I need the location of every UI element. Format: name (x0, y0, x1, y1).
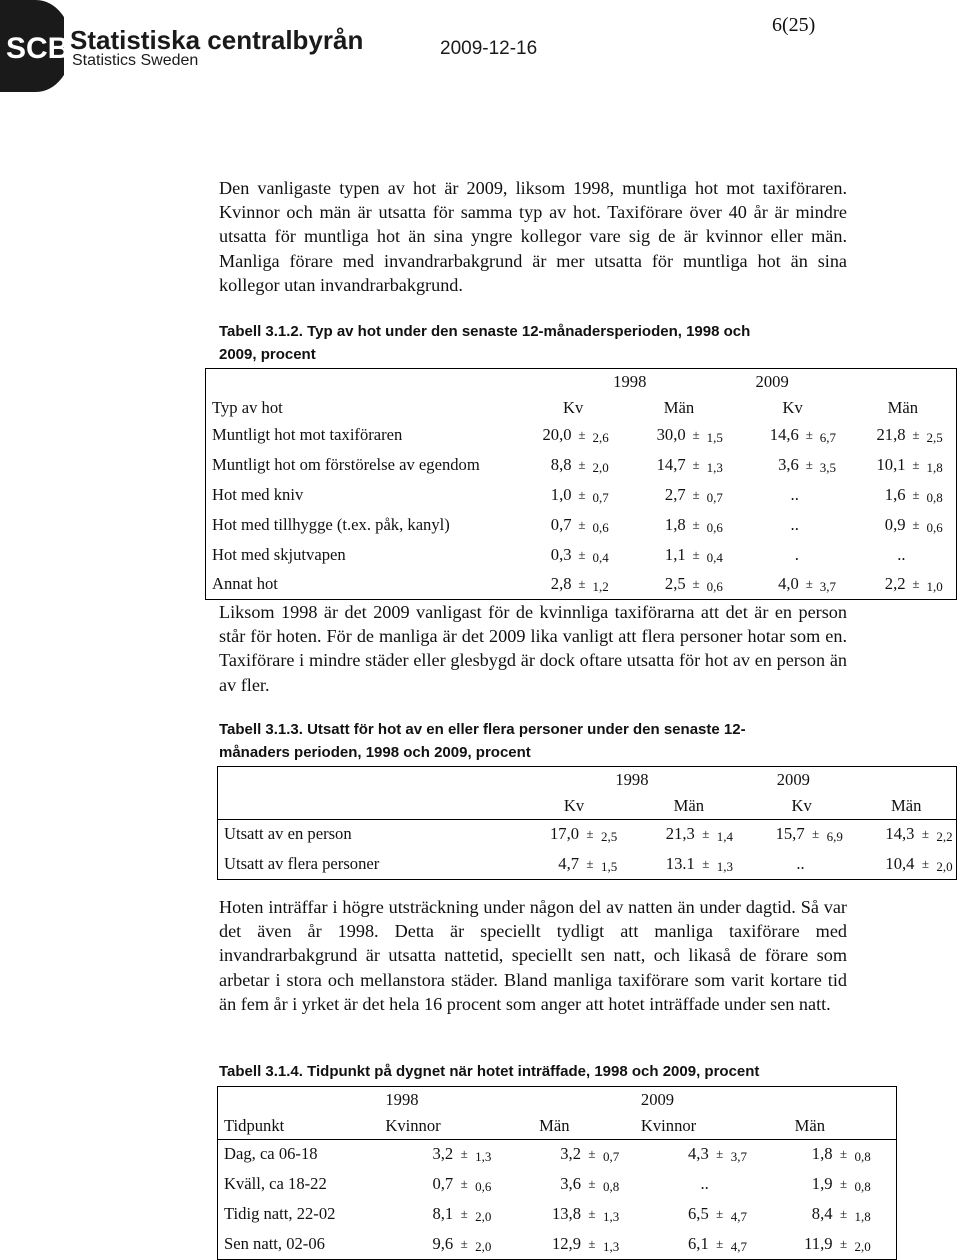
cell-error-margin: 0,8 (926, 480, 956, 510)
plus-minus-sign: ± (588, 1206, 596, 1222)
row-label: Utsatt av en person (218, 819, 518, 849)
cell-error-margin: 0,4 (706, 549, 723, 565)
cell-value: 13.1 (631, 849, 695, 879)
plus-minus-sign: ± (692, 427, 700, 443)
cell-error-margin: 3,7 (730, 1149, 747, 1165)
plus-minus-sign: ± (692, 516, 700, 532)
plus-minus-sign: ± (579, 849, 601, 879)
cell-value: 8,4 (811, 1204, 833, 1224)
cell-error-margin: 1,3 (706, 460, 723, 476)
table-row (218, 849, 957, 879)
cell-error-margin: 2,0 (475, 1229, 509, 1259)
cell-value: 4,0 (736, 570, 799, 600)
plus-minus-sign: ± (460, 1206, 468, 1222)
cell-value: 6,5 (688, 1204, 709, 1224)
cell-value: 14,7 (656, 455, 686, 475)
cell-value: 0,7 (550, 514, 572, 534)
plus-minus-sign: ± (912, 516, 920, 532)
table-row (206, 421, 957, 451)
cell-error-margin: 0,7 (602, 1149, 620, 1165)
plus-minus-sign: ± (914, 849, 936, 879)
plus-minus-sign (799, 480, 820, 510)
col-header: Män (850, 395, 957, 421)
plus-minus-sign: ± (586, 826, 594, 842)
col-header: Kvinnor (637, 1113, 765, 1139)
plus-minus-sign (906, 540, 927, 570)
table-row (218, 1199, 897, 1229)
plus-minus-sign: ± (578, 487, 586, 503)
cell-error-margin: 4,7 (730, 1208, 747, 1224)
plus-minus-sign: ± (812, 826, 820, 842)
cell-error-margin: 1,0 (926, 570, 956, 600)
table-header-row (218, 1113, 897, 1139)
cell-value: .. (700, 1174, 709, 1194)
table-row (218, 1139, 897, 1169)
row-label: Dag, ca 06-18 (218, 1139, 386, 1169)
cell-error-margin: 1,8 (926, 450, 956, 480)
cell-value: .. (790, 485, 799, 505)
cell-value: 30,0 (656, 425, 686, 445)
cell-value: 8,1 (432, 1204, 454, 1224)
scb-logo (0, 0, 64, 92)
row-label: Sen natt, 02-06 (218, 1229, 386, 1259)
org-name-en: Statistics Sweden (72, 52, 199, 69)
cell-error-margin: 1,3 (603, 1229, 637, 1259)
plus-minus-sign: ± (578, 516, 586, 532)
cell-error-margin: 2,5 (600, 829, 618, 845)
cell-value: 14,6 (769, 425, 799, 445)
cell-error-margin: 2,0 (855, 1229, 897, 1259)
cell-value: 0,7 (432, 1174, 454, 1194)
year-1998: 1998 (524, 369, 736, 395)
cell-value: 10,1 (876, 455, 906, 475)
table-row (206, 570, 957, 600)
plus-minus-sign: ± (805, 427, 813, 443)
row-header: Typ av hot (206, 395, 525, 421)
cell-value: 14,3 (885, 824, 915, 844)
plus-minus-sign: ± (692, 457, 700, 473)
cell-error-margin: 0,8 (602, 1179, 620, 1195)
cell-error-margin: 0,6 (706, 519, 723, 535)
cell-value: 1,6 (884, 485, 906, 505)
cell-error-margin: 6,7 (819, 430, 836, 446)
org-name: Statistiska centralbyrån (70, 25, 364, 55)
plus-minus-sign: ± (453, 1229, 475, 1259)
paragraph-1: Den vanligaste typen av hot är 2009, liksom 1998, muntliga hot mot taxiföraren. Kvinnor och män är utsatta för samma typ av hot. Taxiförare över 40 år är mindre utsatta för muntliga hot än sina yngre kollegor vare sig de är kvinnor eller män. Manliga förare med invandrarbakgrund är mer utsatta för muntliga hot än sina kollegor utan invandrarbakgrund. (219, 178, 847, 295)
paragraph-2: Liksom 1998 är det 2009 vanligast för de kvinnliga taxiförarna att det är en person står för hoten. För de manliga är det 2009 lika vanligt att flera personer hotar som en. Taxiförare i mindre städer eller glesbygd är dock oftare utsatta för hot av en person än av fler. (219, 602, 847, 695)
cell-value: 3,2 (560, 1144, 581, 1164)
cell-error-margin: 0,7 (706, 489, 723, 505)
col-header: Män (631, 793, 747, 819)
col-header: Kv (563, 397, 584, 417)
cell-value: .. (747, 849, 805, 879)
col-header: Kvinnor (385, 1113, 509, 1139)
plus-minus-sign: ± (460, 1176, 468, 1192)
row-label: Kväll, ca 18-22 (218, 1169, 386, 1199)
cell-error-margin: 1,5 (706, 430, 723, 446)
plus-minus-sign: ± (716, 1146, 724, 1162)
cell-error-margin: 0,8 (855, 1139, 897, 1169)
table-3-caption-line2: månaders perioden, 1998 och 2009, procent (219, 744, 531, 761)
plus-minus-sign: ± (799, 570, 820, 600)
plus-minus-sign: ± (839, 1146, 848, 1162)
cell-value: 20,0 (542, 425, 572, 445)
cell-error-margin: 1,5 (601, 849, 631, 879)
cell-error-margin: 0,6 (926, 510, 956, 540)
cell-error-margin: 2,2 (936, 819, 956, 849)
cell-value: 9,6 (385, 1229, 453, 1259)
cell-error-margin: 2,0 (936, 849, 956, 879)
cell-value: 12,9 (509, 1229, 581, 1259)
table-one-or-more-persons (217, 766, 957, 880)
cell-error-margin: 0,6 (707, 570, 736, 600)
plus-minus-sign: ± (588, 1176, 596, 1192)
header-date: 2009-12-16 (440, 38, 538, 59)
plus-minus-sign: ± (906, 570, 927, 600)
table-row (218, 1229, 897, 1259)
cell-error-margin: 0,7 (592, 489, 609, 505)
plus-minus-sign: ± (588, 1146, 596, 1162)
row-label: Tidig natt, 22-02 (218, 1199, 386, 1229)
plus-minus-sign: ± (695, 849, 717, 879)
cell-error-margin (820, 510, 850, 540)
cell-value: 4,7 (517, 849, 579, 879)
cell-error-margin: 2,5 (926, 421, 956, 451)
col-header: Män (765, 1113, 897, 1139)
plus-minus-sign: ± (709, 1229, 731, 1259)
cell-value: 0,3 (550, 544, 572, 564)
plus-minus-sign (799, 510, 820, 540)
cell-value: 21,8 (876, 425, 906, 445)
cell-error-margin (731, 1169, 765, 1199)
table-row (206, 450, 957, 480)
row-label: Hot med skjutvapen (206, 540, 525, 570)
cell-error-margin (820, 480, 850, 510)
plus-minus-sign: ± (912, 457, 920, 473)
col-header: Män (509, 1113, 637, 1139)
row-label: Muntligt hot om förstörelse av egendom (206, 450, 525, 480)
paragraph-3: Hoten inträffar i högre utsträckning under någon del av natten än under dagtid. Så var det även år 1998. Detta är speciellt tydligt att manliga taxiförare med invandrarbakgrund är utsatta nattetid, speciellt sen natt, och likaså de förare som arbetar i stora och mellanstora städer. Bland manliga taxiförare som varit kortare tid än fem år i yrket är det hela 16 procent som anger att hotet inträffade under sen natt. (219, 897, 847, 1014)
cell-value: 2,5 (622, 570, 685, 600)
plus-minus-sign: ± (839, 1206, 848, 1222)
col-header: Män (663, 397, 695, 417)
row-header: Tidpunkt (218, 1113, 386, 1139)
cell-error-margin: 4,7 (731, 1229, 765, 1259)
cell-value: .. (897, 544, 906, 564)
plus-minus-sign (805, 849, 827, 879)
plus-minus-sign: ± (716, 1206, 724, 1222)
plus-minus-sign: ± (805, 457, 813, 473)
cell-error-margin: 1,3 (602, 1208, 620, 1224)
table-4-caption: Tabell 3.1.4. Tidpunkt på dygnet när hotet inträffade, 1998 och 2009, procent (219, 1063, 760, 1080)
plus-minus-sign: ± (578, 546, 586, 562)
cell-value: 21,3 (665, 824, 695, 844)
year-1998: 1998 (385, 1087, 637, 1113)
plus-minus-sign: ± (912, 487, 920, 503)
row-label: Muntligt hot mot taxiföraren (206, 421, 525, 451)
cell-error-margin: 0,8 (855, 1169, 897, 1199)
row-label: Annat hot (206, 570, 525, 600)
cell-error-margin: 1,8 (855, 1199, 897, 1229)
page-number: 6(25) (772, 14, 816, 36)
table-header-row (206, 395, 957, 421)
cell-error-margin: 0,4 (592, 549, 609, 565)
plus-minus-sign: ± (839, 1176, 848, 1192)
table-year-row (206, 369, 957, 395)
cell-value: 2,2 (850, 570, 906, 600)
plus-minus-sign: ± (578, 457, 586, 473)
table-2-caption-line2: 2009, procent (219, 346, 316, 363)
year-2009: 2009 (747, 767, 957, 793)
cell-value: 13,8 (551, 1204, 581, 1224)
table-year-row (218, 767, 957, 793)
plus-minus-sign: ± (692, 487, 700, 503)
cell-value: 1,0 (550, 485, 572, 505)
cell-error-margin: 1,2 (592, 570, 622, 600)
cell-value: . (794, 544, 799, 564)
cell-value: 15,7 (775, 824, 805, 844)
row-label: Hot med kniv (206, 480, 525, 510)
table-row (206, 510, 957, 540)
year-2009: 2009 (736, 369, 957, 395)
cell-value: 1,9 (811, 1174, 833, 1194)
plus-minus-sign (799, 540, 820, 570)
cell-value: 11,9 (765, 1229, 833, 1259)
plus-minus-sign: ± (572, 570, 593, 600)
year-2009: 2009 (637, 1087, 897, 1113)
table-threat-types (205, 368, 957, 600)
cell-value: 8,8 (550, 455, 572, 475)
cell-value: 2,7 (664, 485, 686, 505)
cell-error-margin: 1,3 (717, 849, 747, 879)
cell-error-margin: 2,0 (475, 1208, 492, 1224)
cell-value: 1,1 (664, 544, 686, 564)
col-header: Män (857, 793, 957, 819)
plus-minus-sign: ± (581, 1229, 603, 1259)
row-label: Hot med tillhygge (t.ex. påk, kanyl) (206, 510, 525, 540)
table-year-row (218, 1087, 897, 1113)
cell-error-margin: 2,6 (592, 430, 609, 446)
plus-minus-sign: ± (460, 1146, 468, 1162)
table-header-row (218, 793, 957, 819)
cell-error-margin: 1,3 (475, 1149, 492, 1165)
year-1998: 1998 (517, 767, 747, 793)
cell-value: 1,8 (811, 1144, 833, 1164)
plus-minus-sign: ± (578, 427, 586, 443)
cell-value: 6,1 (637, 1229, 709, 1259)
table-2-caption-line1: Tabell 3.1.2. Typ av hot under den senaste 12-månadersperioden, 1998 och (219, 323, 751, 340)
cell-error-margin: 3,5 (819, 460, 836, 476)
cell-error-margin: 2,0 (592, 460, 609, 476)
logo-text: SCB (6, 32, 64, 65)
table-3-caption-line1: Tabell 3.1.3. Utsatt för hot av en eller flera personer under den senaste 12- (219, 721, 746, 738)
plus-minus-sign: ± (702, 826, 710, 842)
cell-value: .. (790, 514, 799, 534)
cell-error-margin: 3,7 (820, 570, 850, 600)
cell-error-margin: 1,4 (716, 829, 734, 845)
cell-value: 10,4 (857, 849, 915, 879)
cell-value: 3,6 (560, 1174, 581, 1194)
table-row (206, 540, 957, 570)
table-row (218, 819, 957, 849)
cell-value: 1,8 (664, 514, 686, 534)
cell-value: 4,3 (688, 1144, 709, 1164)
plus-minus-sign: ± (686, 570, 707, 600)
cell-value: 0,9 (884, 514, 906, 534)
plus-minus-sign (709, 1169, 731, 1199)
cell-value: 2,8 (524, 570, 572, 600)
plus-minus-sign: ± (921, 826, 929, 842)
cell-error-margin (827, 849, 857, 879)
cell-error-margin (820, 540, 850, 570)
col-header: Kv (747, 793, 857, 819)
table-time-of-day (217, 1086, 897, 1260)
cell-value: 3,6 (778, 455, 799, 475)
cell-error-margin: 0,6 (592, 519, 609, 535)
plus-minus-sign: ± (692, 546, 700, 562)
row-label: Utsatt av flera personer (218, 849, 518, 879)
cell-error-margin (926, 540, 956, 570)
table-row (218, 1169, 897, 1199)
col-header: Kv (782, 397, 803, 417)
table-row (206, 480, 957, 510)
plus-minus-sign: ± (833, 1229, 855, 1259)
cell-error-margin: 0,6 (475, 1179, 492, 1195)
cell-value: 3,2 (432, 1144, 454, 1164)
cell-value: 17,0 (549, 824, 580, 844)
plus-minus-sign: ± (912, 427, 920, 443)
cell-error-margin: 6,9 (826, 829, 843, 845)
col-header: Kv (517, 793, 631, 819)
